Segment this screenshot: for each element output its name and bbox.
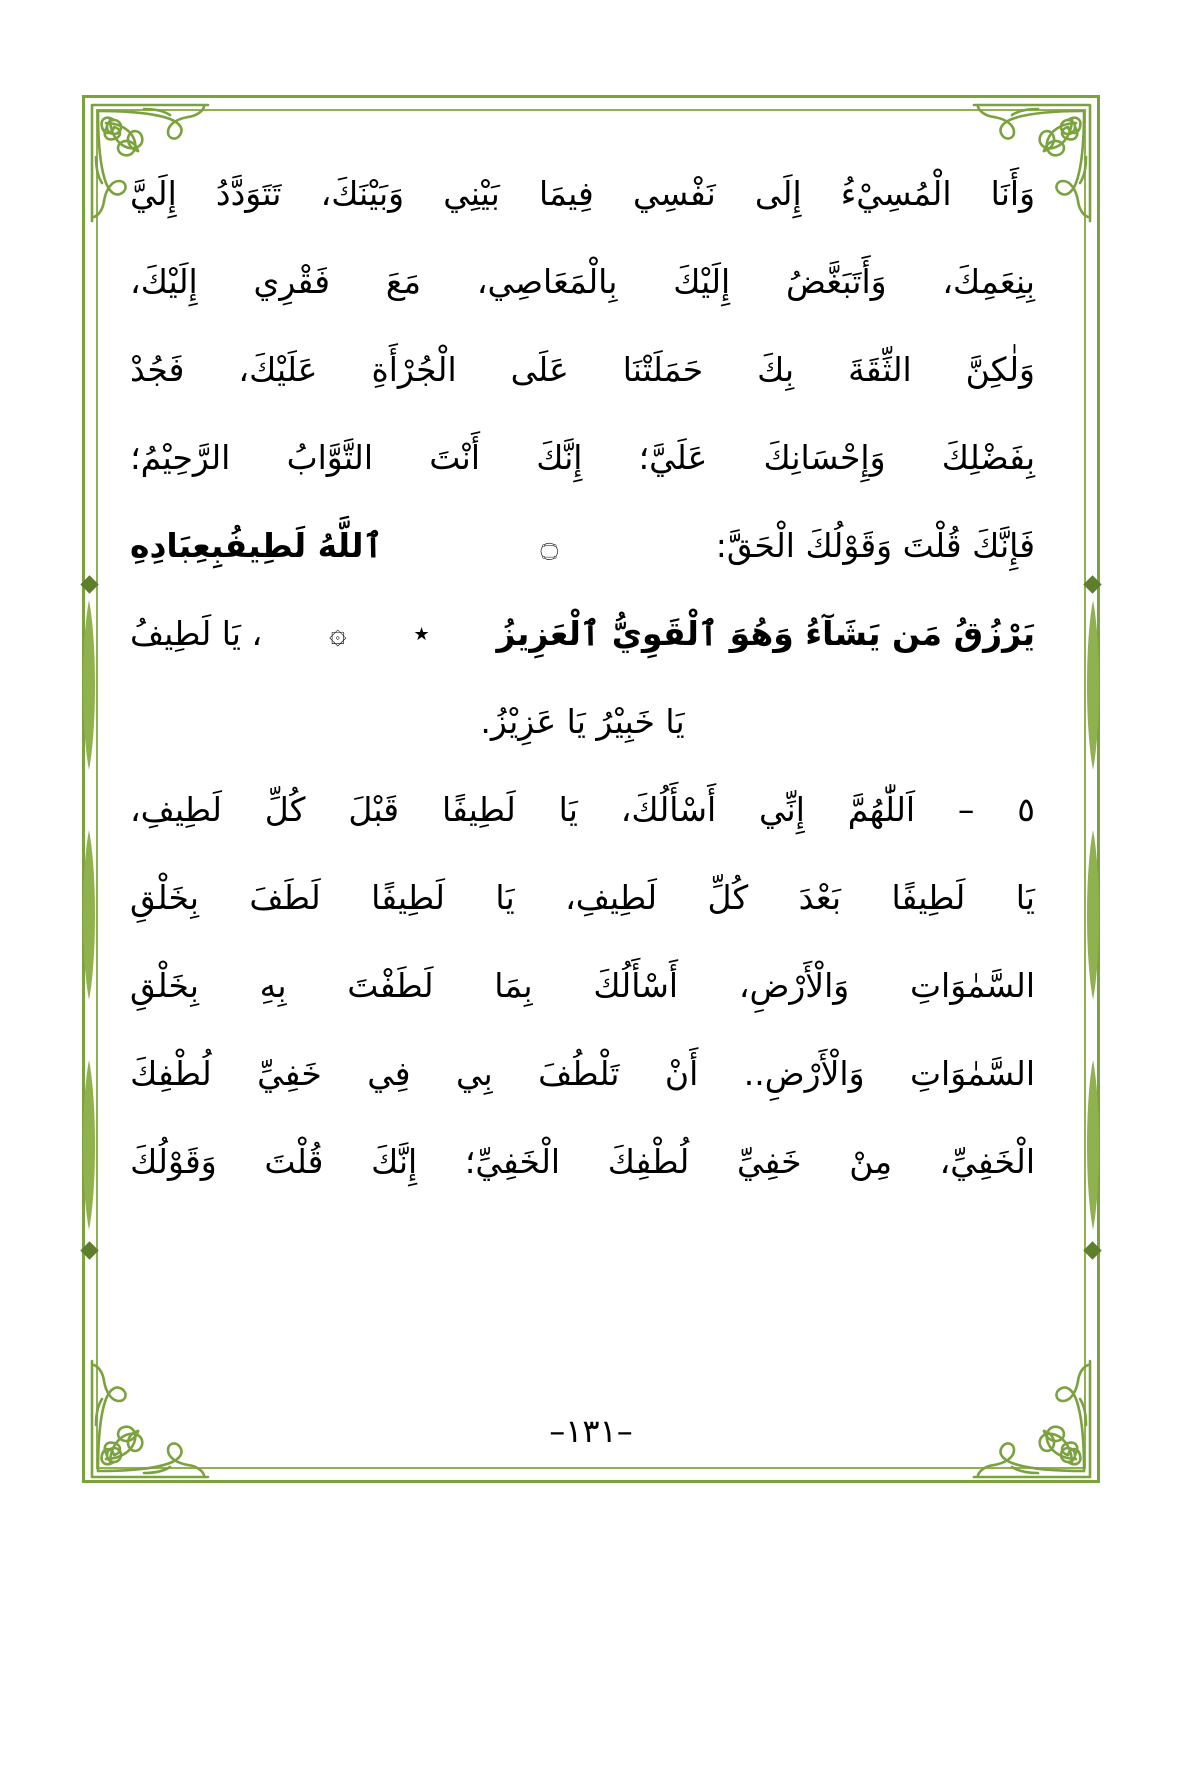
text-word: وَقَوْلُكَ <box>130 1142 217 1181</box>
text-line <box>130 326 1035 414</box>
text-word: بِالْمَعَاصِي، <box>476 262 618 301</box>
text-line <box>130 414 1035 502</box>
text-word: وَبَيْنَكَ، <box>320 174 405 213</box>
text-word: يَا <box>1015 878 1035 917</box>
text-word: حَمَلَتْنَا <box>622 350 704 389</box>
text-word: فَقْرِي <box>253 262 331 301</box>
text-word: إِنِّي <box>759 790 805 829</box>
text-word: ٥ <box>1017 790 1035 829</box>
text-word: مِنْ <box>849 1142 892 1181</box>
text-word: قُلْتَ <box>264 1142 324 1181</box>
text-word: كُلِّ <box>264 790 306 829</box>
text-word: كُلِّ <box>707 878 749 917</box>
text-line <box>130 942 1035 1030</box>
text-word: بَيْنِي <box>443 174 500 213</box>
line-prefix-text: فَإِنَّكَ قُلْتَ وَقَوْلُكَ الْحَقَّّ: <box>715 526 1035 565</box>
text-word: لُطْفِكَ <box>607 1142 690 1181</box>
text-word: لَطَفْتَ <box>347 966 434 1005</box>
text-word: لَطِيفًا <box>441 790 516 829</box>
text-word: بِخَلْقِ <box>130 966 199 1005</box>
text-word: الرَّحِيْمُ؛ <box>130 438 231 477</box>
text-word: أَسْأَلُكَ <box>593 966 679 1005</box>
text-word: بِمَا <box>494 966 533 1005</box>
text-line <box>130 1118 1035 1206</box>
text-word: وَأَنَا <box>990 174 1035 213</box>
text-line-quran-start <box>130 502 1035 590</box>
text-word: لَطِيفِ، <box>565 878 658 917</box>
text-word: أَنْ <box>664 1054 699 1093</box>
text-word: اَللّٰهُمَّ <box>847 790 916 829</box>
text-line <box>130 1030 1035 1118</box>
text-word: خَفِيِّ <box>736 1142 802 1181</box>
text-word: لَطِيفًا <box>371 878 445 917</box>
text-word: يَا <box>558 790 578 829</box>
text-word: تَتَوَدَّدُ <box>215 174 282 213</box>
text-word: فَجُدْ <box>130 350 185 389</box>
text-word: فِي <box>367 1054 411 1093</box>
text-word: الْمُسِيْءُ <box>840 174 952 213</box>
text-word: إِنَّكَ <box>536 438 583 477</box>
text-word: السَّمٰوَاتِ <box>909 966 1035 1005</box>
text-word: الثِّقَةَ <box>848 350 912 389</box>
text-word: بِكَ <box>757 350 795 389</box>
text-word: إِلَيَّ <box>130 174 177 213</box>
text-word: أَنْتَ <box>429 438 481 477</box>
text-word: أَسْأَلُكَ، <box>620 790 717 829</box>
numbered-entry-line <box>130 766 1035 854</box>
text-word: بَعْدَ <box>798 878 842 917</box>
quran-bracket-open-icon: ۝ <box>540 528 559 563</box>
text-line <box>130 678 1035 766</box>
text-word: التَّوَّابُ <box>286 438 374 477</box>
page-text-body <box>130 150 1035 1380</box>
text-word: خَفِيِّ <box>257 1054 322 1093</box>
text-line-quran-end <box>130 590 1035 678</box>
text-word: وَالْأَرْضِ.. <box>743 1054 865 1093</box>
text-word: لَطِيفًا <box>891 878 966 917</box>
text-word: إِلَيْكَ، <box>130 262 198 301</box>
text-word: تَلْطُفَ <box>538 1054 620 1093</box>
text-word: قَبْلَ <box>348 790 400 829</box>
text-word: الْخَفِيِّ؛ <box>464 1142 561 1181</box>
text-word: يَا <box>495 878 515 917</box>
text-line-content: يَا خَبِيْرُ يَا عَزِيْزُ. <box>480 702 685 741</box>
text-word: لَطِيفِ، <box>130 790 222 829</box>
line-suffix-text: ، يَا لَطِيفُ <box>130 614 263 653</box>
text-word: لَطَفَ <box>249 878 321 917</box>
text-line <box>130 854 1035 942</box>
text-word: لُطْفِكَ <box>130 1054 212 1093</box>
text-word: عَلَى <box>510 350 569 389</box>
text-word: إِلَى <box>754 174 802 213</box>
text-word: وَأَتَبَغَّضُ <box>785 262 887 301</box>
text-line <box>130 238 1035 326</box>
text-word: عَلَيْكَ، <box>238 350 318 389</box>
quran-verse-text: ٱللَّهُ لَطِيفُبِعِبَادِهِ <box>130 526 383 565</box>
text-word: بِنِعَمِكَ، <box>942 262 1035 301</box>
text-word: السَّمٰوَاتِ <box>909 1054 1035 1093</box>
text-word: الْخَفِيِّ، <box>939 1142 1035 1181</box>
text-word: وَإِحْسَانِكَ <box>763 438 886 477</box>
text-word: وَالْأَرْضِ، <box>738 966 850 1005</box>
text-word: بِخَلْقِ <box>130 878 199 917</box>
text-line <box>130 150 1035 238</box>
text-word: نَفْسِي <box>632 174 716 213</box>
text-word: مَعَ <box>385 262 422 301</box>
text-word: فِيمَا <box>538 174 594 213</box>
quran-bracket-close-icon: ۞ <box>328 616 347 651</box>
text-word: بِهِ <box>259 966 287 1005</box>
verse-separator-star-icon: ٭ <box>413 616 430 651</box>
text-word: الْجُرْأَةِ <box>371 350 457 389</box>
quran-verse-text: يَرْزُقُ مَن يَشَآءُ وَهُوَ ٱلْقَوِيُّ ٱلْعَزِيزُ <box>496 614 1035 653</box>
page-number: –١٣١– <box>549 1412 633 1450</box>
text-word: بِفَضْلِكَ <box>941 438 1035 477</box>
text-word: بِي <box>455 1054 493 1093</box>
text-word: عَلَيَّ؛ <box>638 438 708 477</box>
text-word: إِلَيْكَ <box>673 262 731 301</box>
text-word: وَلٰكِنَّ <box>965 350 1035 389</box>
text-word: إِنَّكَ <box>371 1142 418 1181</box>
text-word: – <box>957 790 975 829</box>
